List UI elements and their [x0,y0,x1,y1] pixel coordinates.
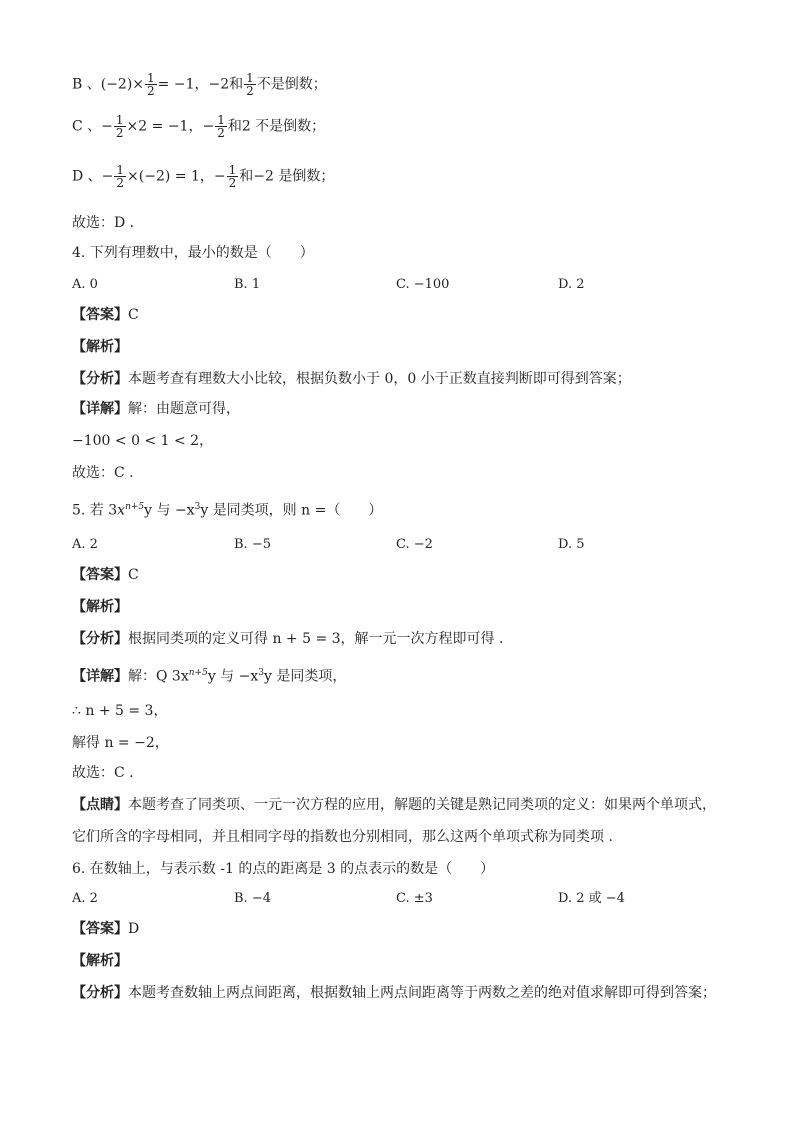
denominator: 2 [228,176,237,190]
q5-comment [72,796,716,814]
denominator: 2 [147,84,155,98]
exponent: n+5 [188,668,208,678]
analysis-tag: 【解析】 [72,599,128,615]
q5-comment-continued: 它们所含的字母相同，并且相同字母的指数也分别相同，那么这两个单项式称为同类项 . [72,829,613,845]
q4-analysis-tag [72,338,128,356]
analysis-tag: 【解析】 [72,953,128,969]
q5-analysis-tag [72,598,128,616]
text-segment: y 与 −x [207,668,259,685]
text-segment: ×(−2) = 1，− [127,168,226,185]
exponent: 3 [194,502,201,512]
fraction [114,164,126,189]
denominator: 2 [217,126,225,140]
fenxi-tag: 【分析】 [72,631,128,647]
exponent: 3 [258,668,264,678]
text-segment: B 、(−2)× [72,76,145,93]
answer-tag: 【答案】 [72,307,128,323]
q4-option-b: B. 1 [234,277,261,292]
detail-text: 解：由题意可得， [128,401,240,417]
fraction [244,72,256,97]
q4-inequality: −100 < 0 < 1 < 2， [72,433,214,449]
q6-stem: 6. 在数轴上，与表示数 -1 的点的距离是 3 的点表示的数是（ ） [72,861,495,877]
detail-tag: 【详解】 [72,668,128,685]
q5-fenxi [72,630,503,648]
q4-fenxi [72,370,631,388]
denominator: 2 [116,176,125,190]
detail-tag: 【详解】 [72,401,128,417]
analysis-tag: 【解析】 [72,339,128,355]
numerator: 1 [246,71,254,85]
text-segment: ×2 = −1，− [126,118,215,135]
q5-option-a: A. 2 [72,537,98,552]
q4-option-d: D. 2 [558,277,585,292]
fenxi-text: 本题考查数轴上两点间距离，根据数轴上两点间距离等于两数之差的绝对值求解即可得到答案； [128,985,716,1001]
fenxi-text: 本题考查有理数大小比较，根据负数小于 0，0 小于正数直接判断即可得到答案； [128,371,631,387]
text-segment: y 是同类项， [263,668,347,685]
exponent: n+5 [125,502,145,512]
text-segment: 解：Q 3x [128,668,189,685]
q5-step2: 解得 n = −2， [72,735,169,751]
q5-option-d: D. 5 [558,537,585,552]
fenxi-tag: 【分析】 [72,371,128,387]
q6-analysis-tag [72,952,128,970]
q4-choose: 故选：C . [72,465,134,481]
text-segment: y 是同类项，则 n =（ ） [200,502,383,519]
answer-tag: 【答案】 [72,921,128,937]
q5-option-c: C. −2 [396,537,433,552]
q4-stem: 4. 下列有理数中，最小的数是（ ） [72,245,314,261]
q6-option-c: C. ±3 [396,891,433,906]
text-segment: 和2 不是倒数； [227,118,326,135]
q4-detail [72,400,240,418]
denominator: 2 [246,84,254,98]
q5-stem [72,498,382,520]
answer-value: C [128,567,139,583]
q5-option-b: B. −5 [234,537,271,552]
fraction [145,72,157,97]
option-d-explanation [72,164,334,189]
q5-answer [72,566,139,584]
comment-tag: 【点睛】 [72,797,128,813]
fenxi-text: 根据同类项的定义可得 n + 5 = 3，解一元一次方程即可得 . [128,631,504,647]
numerator: 1 [115,113,124,127]
text-segment: D 、− [72,168,114,185]
answer-tag: 【答案】 [72,567,128,583]
fraction [215,114,227,139]
text-segment: 和−2 是倒数； [239,168,335,185]
q5-detail [72,664,346,686]
q6-option-b: B. −4 [234,891,271,906]
q5-step1: ∴ n + 5 = 3， [72,703,168,719]
q6-option-a: A. 2 [72,891,98,906]
fraction [227,164,239,189]
answer-value: D [128,921,140,937]
comment-text: 本题考查了同类项、一元一次方程的应用，解题的关键是熟记同类项的定义：如果两个单项式， [128,797,716,813]
q6-answer [72,920,139,938]
numerator: 1 [228,163,237,177]
variable-x: x [117,502,126,519]
text-segment: C 、− [72,118,113,135]
q6-fenxi [72,984,716,1002]
text-segment: y 与 −x [144,502,195,519]
denominator: 2 [115,126,124,140]
answer-value: C [128,307,139,323]
text-segment: 不是倒数； [256,76,327,93]
text-segment: = −1，−2和 [157,76,244,93]
text-segment: 5. 若 3 [72,502,118,519]
q4-option-a: A. 0 [72,277,98,292]
q5-choose: 故选：C . [72,765,134,781]
option-c-explanation [72,114,325,139]
q4-option-c: C. −100 [396,277,450,292]
numerator: 1 [147,71,155,85]
numerator: 1 [116,163,125,177]
fraction [114,114,126,139]
choose-d-line: 故选：D . [72,215,135,231]
fenxi-tag: 【分析】 [72,985,128,1001]
q4-answer [72,306,139,324]
option-b-explanation [72,72,327,97]
q6-option-d: D. 2 或 −4 [558,891,625,906]
numerator: 1 [217,113,225,127]
